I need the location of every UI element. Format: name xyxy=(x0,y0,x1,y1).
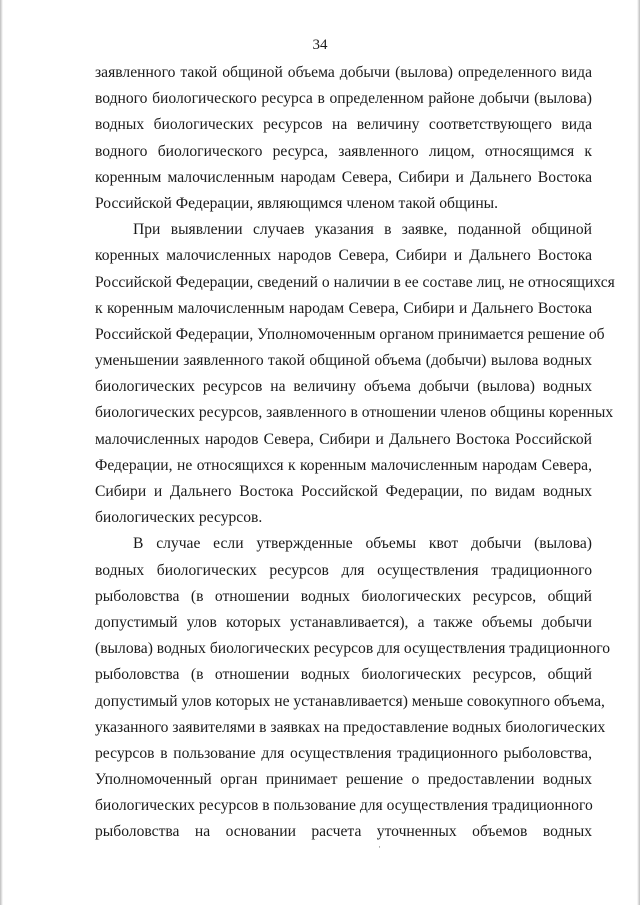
text-line: биологических ресурсов на величину объема добычи (вылова) водных xyxy=(95,378,592,396)
text-line: допустимый улов которых не устанавливается) меньше совокупного объема, xyxy=(95,692,605,710)
text-line: биологических ресурсов, заявленного в отношении членов общины коренных xyxy=(95,404,614,422)
text-line: заявленного такой общиной объема добычи (вылова) определенного вида xyxy=(95,64,592,81)
text-line: водных биологических ресурсов на величину соответствующего вида xyxy=(95,116,592,134)
text-line: уменьшении заявленного такой общиной объема (добычи) вылова водных xyxy=(95,352,592,370)
text-line: к коренным малочисленным народам Севера, Сибири и Дальнего Востока xyxy=(95,299,592,317)
text-line: Уполномоченный орган принимает решение о предоставлении водных xyxy=(95,771,592,789)
text-line: биологических ресурсов. xyxy=(95,509,263,527)
text-line: Сибири и Дальнего Востока Российской Федерации, по видам водных xyxy=(95,483,592,500)
text-line: допустимый улов которых устанавливается), а также объемы добычи xyxy=(95,613,592,631)
page-edge-left xyxy=(0,0,3,905)
text-line: указанного заявителями в заявках на предоставление водных биологических xyxy=(95,718,606,736)
text-line: Российской Федерации, сведений о наличии в ее составе лиц, не относящихся xyxy=(95,273,615,291)
scan-speck: · xyxy=(378,842,381,852)
text-line: ресурсов в пользование для осуществления традиционного рыболовства, xyxy=(95,744,592,762)
text-line-paragraph-start: В случае если утвержденные объемы квот добычи (вылова) xyxy=(133,535,592,553)
document-body xyxy=(95,60,615,846)
text-line: Федерации, не относящихся к коренным малочисленным народам Севера, xyxy=(95,456,592,474)
text-line: малочисленных народов Севера, Сибири и Дальнего Востока Российской xyxy=(95,430,592,448)
page-number: 34 xyxy=(312,37,328,53)
text-line: (вылова) водных биологических ресурсов для осуществления традиционного xyxy=(95,640,611,658)
text-line-paragraph-start: При выявлении случаев указания в заявке, поданной общиной xyxy=(133,221,592,239)
text-line: рыболовства (в отношении водных биологических ресурсов, общий xyxy=(95,666,592,684)
text-line: коренным малочисленным народам Севера, Сибири и Дальнего Востока xyxy=(95,168,592,186)
text-line: водного биологического ресурса в определенном районе добычи (вылова) xyxy=(95,90,592,108)
text-line: Российской Федерации, Уполномоченным органом принимается решение об xyxy=(95,325,605,343)
text-line: Российской Федерации, являющимся членом такой общины. xyxy=(95,194,499,212)
text-line: биологических ресурсов в пользование для осуществления традиционного xyxy=(95,797,593,815)
text-line: рыболовства на основании расчета уточненных объемов водных xyxy=(95,823,592,841)
text-line: коренных малочисленных народов Севера, Сибири и Дальнего Востока xyxy=(95,247,592,265)
text-line: рыболовства (в отношении водных биологических ресурсов, общий xyxy=(95,587,592,605)
text-line: водного биологического ресурса, заявленного лицом, относящимся к xyxy=(95,142,592,160)
text-line: водных биологических ресурсов для осуществления традиционного xyxy=(95,561,592,579)
